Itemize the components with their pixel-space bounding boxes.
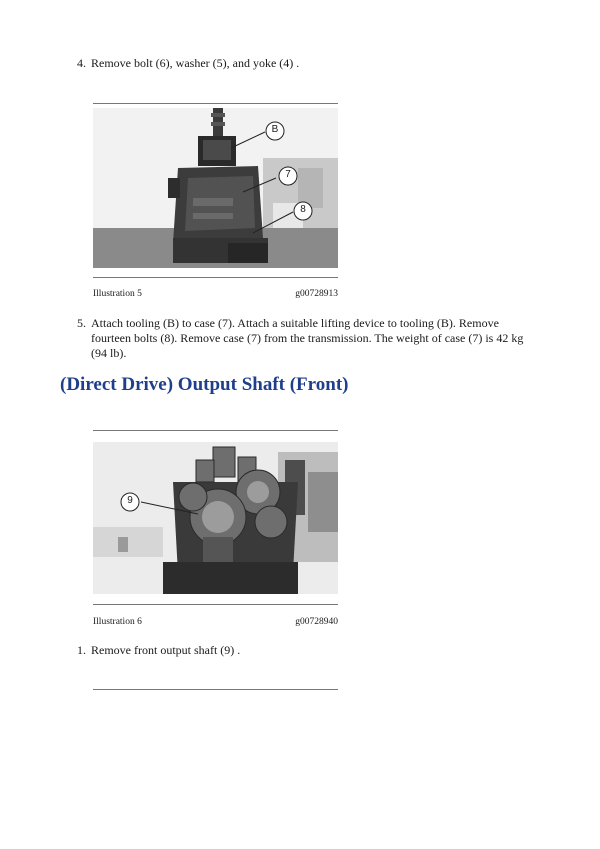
step-number: 4. bbox=[77, 56, 86, 70]
step-text: Remove front output shaft (9) . bbox=[91, 643, 241, 657]
callout-7: 7 bbox=[285, 169, 291, 180]
step-4 bbox=[77, 56, 497, 70]
step-number: 1. bbox=[77, 643, 86, 657]
callout-8: 8 bbox=[300, 204, 306, 215]
figure-caption-label: Illustration 6 bbox=[93, 617, 142, 627]
step-text: Remove bolt (6), washer (5), and yoke (4) . bbox=[91, 56, 300, 70]
callout-9: 9 bbox=[127, 495, 133, 506]
figure-top-rule bbox=[93, 103, 338, 104]
figure-caption-label: Illustration 5 bbox=[93, 289, 142, 299]
figure-caption-id: g00728940 bbox=[295, 617, 338, 627]
step-5 bbox=[77, 316, 537, 360]
step-text-line-1: Attach tooling (B) to case (7). Attach a suitable lifting device to tooling (B). Remove bbox=[91, 316, 499, 330]
step-number: 5. bbox=[77, 316, 86, 330]
step-1 bbox=[77, 643, 377, 657]
step-text-line-3: (94 lb). bbox=[91, 346, 127, 360]
figure-top-rule bbox=[93, 430, 338, 431]
illustration-5-photo bbox=[93, 108, 338, 268]
step-text-line-2: fourteen bolts (8). Remove case (7) from the transmission. The weight of case (7) is 42 kg bbox=[91, 331, 524, 345]
figure-bottom-rule bbox=[93, 277, 338, 278]
callout-B: B bbox=[271, 124, 279, 135]
figure-bottom-rule bbox=[93, 604, 338, 605]
figure-top-rule bbox=[93, 689, 338, 690]
figure-caption-id: g00728913 bbox=[295, 289, 338, 299]
section-heading: (Direct Drive) Output Shaft (Front) bbox=[60, 374, 349, 395]
illustration-6-photo bbox=[93, 442, 338, 594]
